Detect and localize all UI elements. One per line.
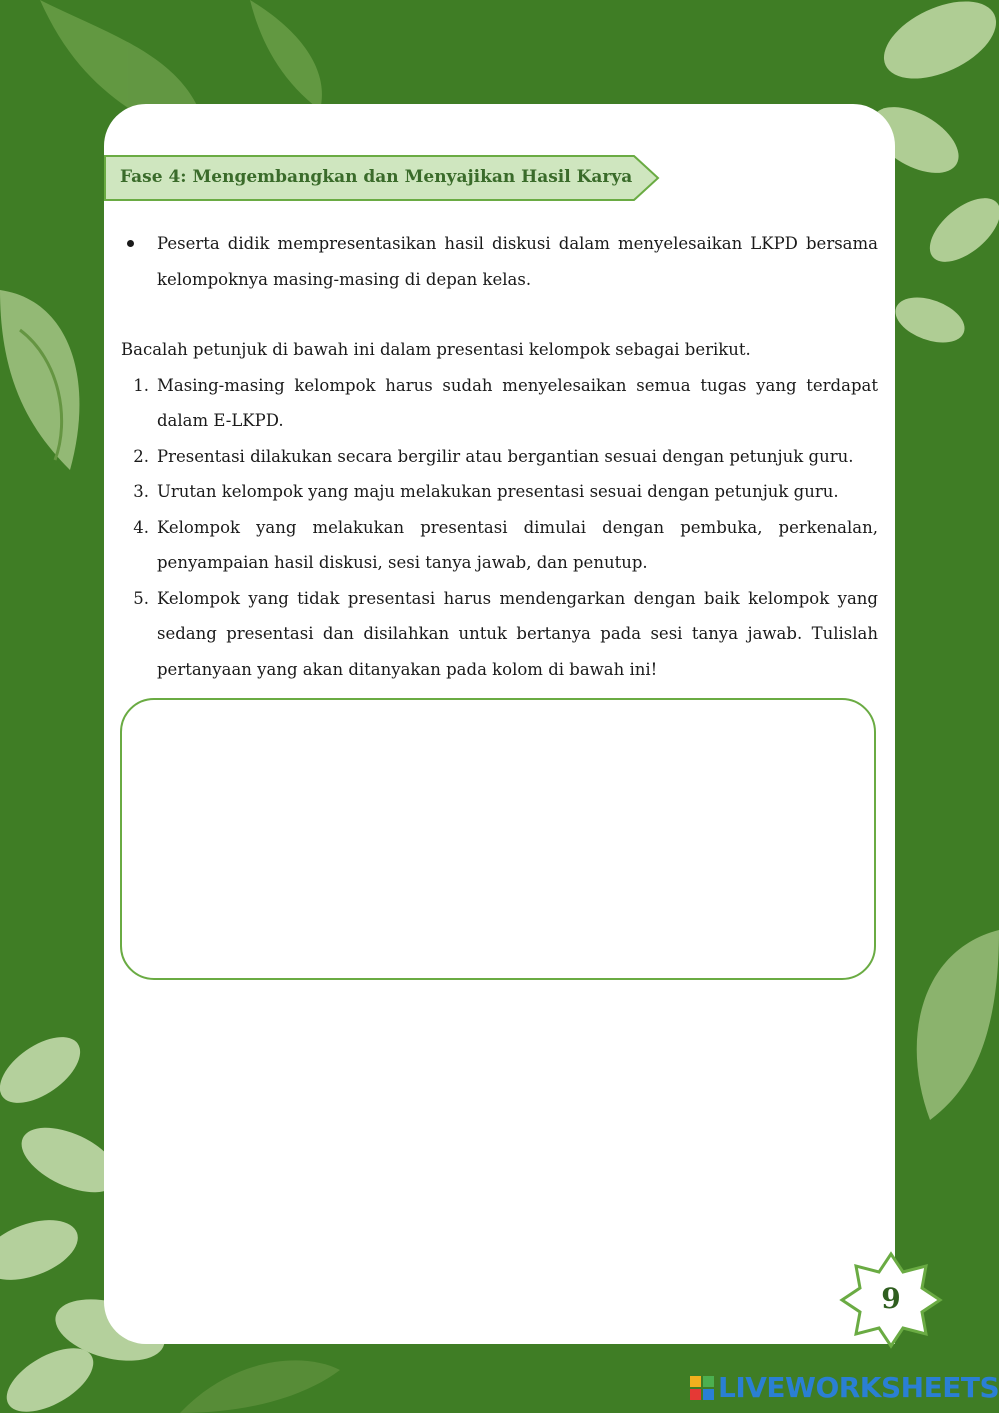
liveworksheets-mark-icon (690, 1376, 714, 1400)
instructions-intro: Bacalah petunjuk di bawah ini dalam presentasi kelompok sebagai berikut. (121, 340, 751, 359)
worksheet-content (121, 226, 878, 687)
list-item (121, 439, 878, 475)
page-number: 9 (881, 1282, 901, 1315)
answer-box[interactable] (120, 698, 876, 980)
list-item-text: Kelompok yang tidak presentasi harus mendengarkan dengan baik kelompok yang sedang presentasi dan disilahkan untuk bertanya pada sesi tanya jawab. Tulislah pertanyaan yang akan ditanyakan pada kolom di bawah ini! (157, 588, 878, 679)
bullet-item (121, 226, 878, 297)
list-item-text: Masing-masing kelompok harus sudah menyelesaikan semua tugas yang terdapat dalam E-LKPD. (157, 375, 878, 430)
phase-title: Fase 4: Mengembangkan dan Menyajikan Hasil Karya (120, 167, 633, 187)
list-item-number: 3. (133, 482, 149, 501)
list-item-number: 2. (133, 446, 149, 466)
bullet-icon (127, 240, 134, 247)
list-item-number: 1. (133, 375, 149, 395)
list-item-text: Presentasi dilakukan secara bergilir atau bergantian sesuai dengan petunjuk guru. (157, 446, 854, 466)
list-item-number: 5. (133, 588, 149, 608)
list-item-text: Kelompok yang melakukan presentasi dimulai dengan pembuka, perkenalan, penyampaian hasil diskusi, sesi tanya jawab, dan penutup. (157, 517, 878, 572)
list-item-text: Urutan kelompok yang maju melakukan presentasi sesuai dengan petunjuk guru. (157, 482, 839, 501)
phase-banner (104, 155, 660, 201)
liveworksheets-wordmark: LIVEWORKSHEETS (718, 1371, 999, 1404)
bullet-text: Peserta didik mempresentasikan hasil diskusi dalam menyelesaikan LKPD bersama kelompoknya masing-masing di depan kelas. (157, 234, 878, 289)
list-item (121, 581, 878, 688)
list-item-number: 4. (133, 517, 149, 537)
list-item (121, 510, 878, 581)
list-item (121, 368, 878, 439)
list-item (121, 474, 878, 510)
page-number-badge (838, 1250, 944, 1350)
